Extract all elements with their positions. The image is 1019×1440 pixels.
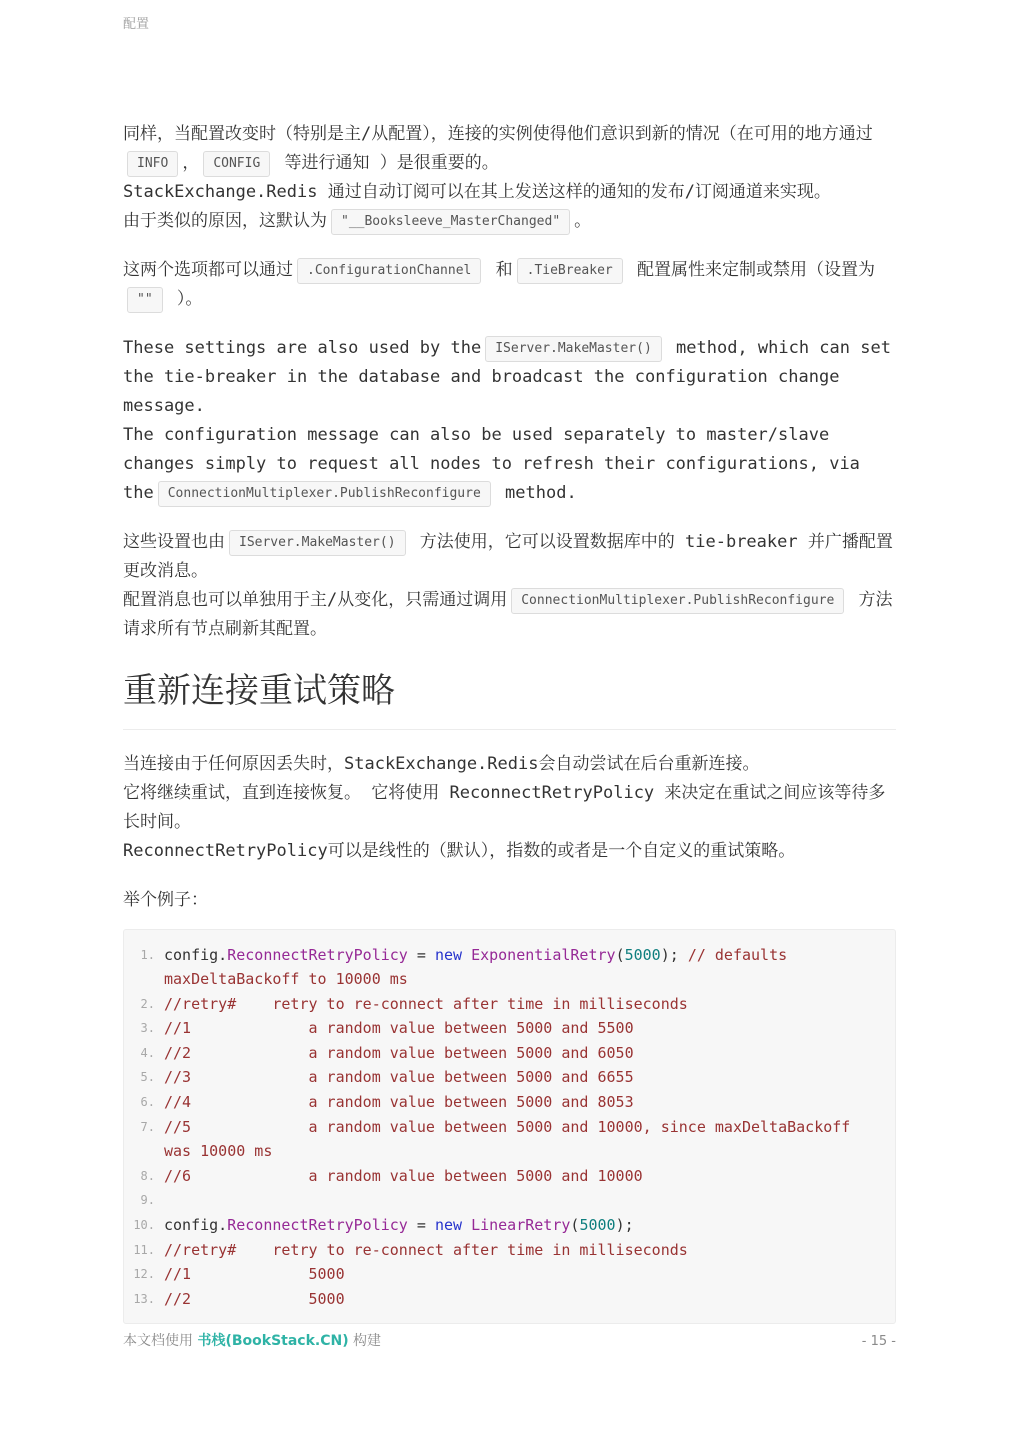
- code-line: [128, 1287, 881, 1312]
- code-line-text: //6 a random value between 5000 and 10000: [164, 1166, 643, 1185]
- code-line-number: 12.: [133, 1267, 155, 1282]
- bookstack-brand-link[interactable]: 书栈(BookStack.CN): [197, 1333, 349, 1349]
- code-line-text: //3 a random value between 5000 and 6655: [164, 1068, 634, 1087]
- code-line: [128, 1164, 881, 1189]
- code-line-text: //retry# retry to re-connect after time in milliseconds: [164, 1240, 688, 1259]
- code-line-text: //1 5000: [164, 1265, 345, 1284]
- code-line: [128, 1262, 881, 1287]
- code-line-text: [164, 1188, 881, 1213]
- code-line: [128, 1213, 881, 1238]
- code-line-number: 9.: [140, 1193, 155, 1208]
- code-line-number: 5.: [140, 1070, 155, 1085]
- inline-code-badge: "": [127, 287, 163, 313]
- inline-code-badge: INFO: [127, 151, 178, 177]
- inline-code-badge: IServer.MakeMaster(): [485, 336, 662, 362]
- paragraph-chinese-settings: 这些设置也由 IServer.MakeMaster() 方法使用，它可以设置数据库中的 tie-breaker 并广播配置更改消息。 配置消息也可以单独用于主/从变化，只需通过调用 ConnectionMultiplexer.PublishReconfigure 方法请求所有节点刷新其配置。: [123, 532, 893, 639]
- code-line: [128, 1041, 881, 1066]
- footer-build-note: [123, 1330, 381, 1350]
- code-line-number: 11.: [133, 1242, 155, 1257]
- inline-code-badge: CONFIG: [203, 151, 270, 177]
- page-footer: [123, 1330, 896, 1350]
- paragraph-reconnect-intro: 当连接由于任何原因丢失时，StackExchange.Redis会自动尝试在后台重新连接。 它将继续重试，直到连接恢复。 它将使用 ReconnectRetryPolicy 来决定在重试之间应该等待多长时间。 ReconnectRetryPolicy可以是线性的（默认），指数的或者是一个自定义的重试策略。: [123, 753, 886, 861]
- inline-code-badge: ConnectionMultiplexer.PublishReconfigure: [158, 481, 491, 507]
- page-number: - 15 -: [861, 1334, 896, 1349]
- code-line: [128, 943, 881, 992]
- inline-code-badge: .ConfigurationChannel: [297, 258, 481, 284]
- inline-code-badge: IServer.MakeMaster(): [229, 530, 406, 556]
- code-line-number: 1.: [140, 947, 155, 962]
- code-line: [128, 1188, 881, 1213]
- code-line-number: 6.: [140, 1095, 155, 1110]
- code-line-number: 10.: [133, 1218, 155, 1233]
- code-line-number: 7.: [140, 1119, 155, 1134]
- code-line: [128, 992, 881, 1017]
- inline-code-badge: .TieBreaker: [517, 258, 623, 284]
- inline-code-badge: ConnectionMultiplexer.PublishReconfigure: [511, 588, 844, 614]
- inline-code-badge: "__Booksleeve_MasterChanged": [331, 209, 570, 235]
- paragraph-english-settings: These settings are also used by the IServer.MakeMaster() method, which can set the tie-breaker in the database and broadcast the configuration change message. The configuration message can also be used separately to master/slave changes simply to request all nodes to refresh their configurations, via the ConnectionMultiplexer.PublishReconfigure method.: [123, 334, 896, 508]
- code-line-text: config.ReconnectRetryPolicy = new LinearRetry(5000);: [164, 1216, 634, 1235]
- code-block: [123, 929, 896, 1325]
- paragraph-example-label: 举个例子：: [123, 889, 208, 910]
- code-line: [128, 1238, 881, 1263]
- code-line: [128, 1115, 881, 1164]
- footer-prefix: 本文档使用: [123, 1333, 198, 1349]
- paragraph-options-customize: 这两个选项都可以通过 .ConfigurationChannel 和 .TieBreaker 配置属性来定制或禁用（设置为"" ）。: [123, 256, 896, 314]
- code-line-text: //1 a random value between 5000 and 5500: [164, 1019, 634, 1038]
- code-lines: [128, 943, 881, 1312]
- code-line-text: //retry# retry to re-connect after time in milliseconds: [164, 994, 688, 1013]
- footer-suffix: 构建: [348, 1333, 382, 1349]
- code-line-text: //5 a random value between 5000 and 10000, since maxDeltaBackoff was 10000 ms: [164, 1117, 860, 1161]
- section-heading-reconnect-retry-policy: 重新连接重试策略: [123, 670, 896, 730]
- code-line-text: //2 5000: [164, 1289, 345, 1308]
- paragraph-config-change-notice: 同样，当配置改变时（特别是主/从配置），连接的实例使得他们意识到新的情况（在可用的地方通过INFO ， CONFIG 等进行通知 ）是很重要的。 StackExchange.Redis 通过自动订阅可以在其上发送这样的通知的发布/订阅通道来实现。 由于类似的原因，这默认为 "__Booksleeve_MasterChanged" 。: [123, 120, 896, 236]
- page-header-title: 配置: [123, 17, 150, 32]
- code-line: [128, 1016, 881, 1041]
- code-line-text: config.ReconnectRetryPolicy = new ExponentialRetry(5000); // defaults maxDeltaBackoff to 10000 ms: [164, 945, 797, 989]
- code-line-number: 8.: [140, 1168, 155, 1183]
- page-header: [123, 13, 149, 32]
- code-line-text: //4 a random value between 5000 and 8053: [164, 1093, 634, 1112]
- code-line: [128, 1065, 881, 1090]
- code-line-number: 4.: [140, 1045, 155, 1060]
- code-line-text: //2 a random value between 5000 and 6050: [164, 1043, 634, 1062]
- code-line-number: 13.: [133, 1291, 155, 1306]
- code-line: [128, 1090, 881, 1115]
- code-line-number: 2.: [140, 996, 155, 1011]
- code-line-number: 3.: [140, 1021, 155, 1036]
